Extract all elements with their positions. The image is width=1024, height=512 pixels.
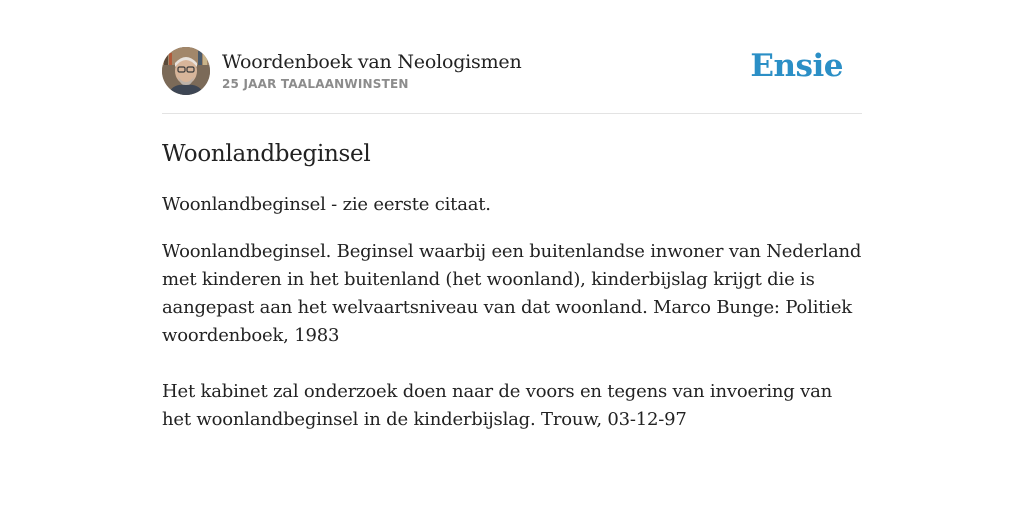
- source-header: [162, 46, 862, 96]
- source-subtitle: 25 JAAR TAALAANWINSTEN: [222, 77, 409, 91]
- ensie-logo[interactable]: Ensie: [750, 48, 843, 84]
- entry-definition: Woonlandbeginsel - zie eerste citaat.: [162, 194, 491, 215]
- entry-citation-2: Het kabinet zal onderzoek doen naar de voors en tegens van invoering van het woonlandbeginsel in de kinderbijslag. Trouw, 03-12-97: [162, 381, 833, 430]
- avatar[interactable]: [162, 47, 210, 95]
- entry-title: Woonlandbeginsel: [162, 141, 371, 167]
- header-divider: [162, 113, 862, 114]
- entry-card: [162, 46, 862, 434]
- source-name[interactable]: Woordenboek van Neologismen: [222, 51, 522, 73]
- source-info: [222, 50, 522, 92]
- entry-citation-1: Woonlandbeginsel. Beginsel waarbij een buitenlandse inwoner van Nederland met kinderen in het buitenland (het woonland), kinderbijslag krijgt die is aangepast aan het welvaartsniveau van dat woonland. Marco Bunge: Politiek woordenboek, 1983: [162, 241, 862, 346]
- author-photo-icon: [162, 47, 210, 95]
